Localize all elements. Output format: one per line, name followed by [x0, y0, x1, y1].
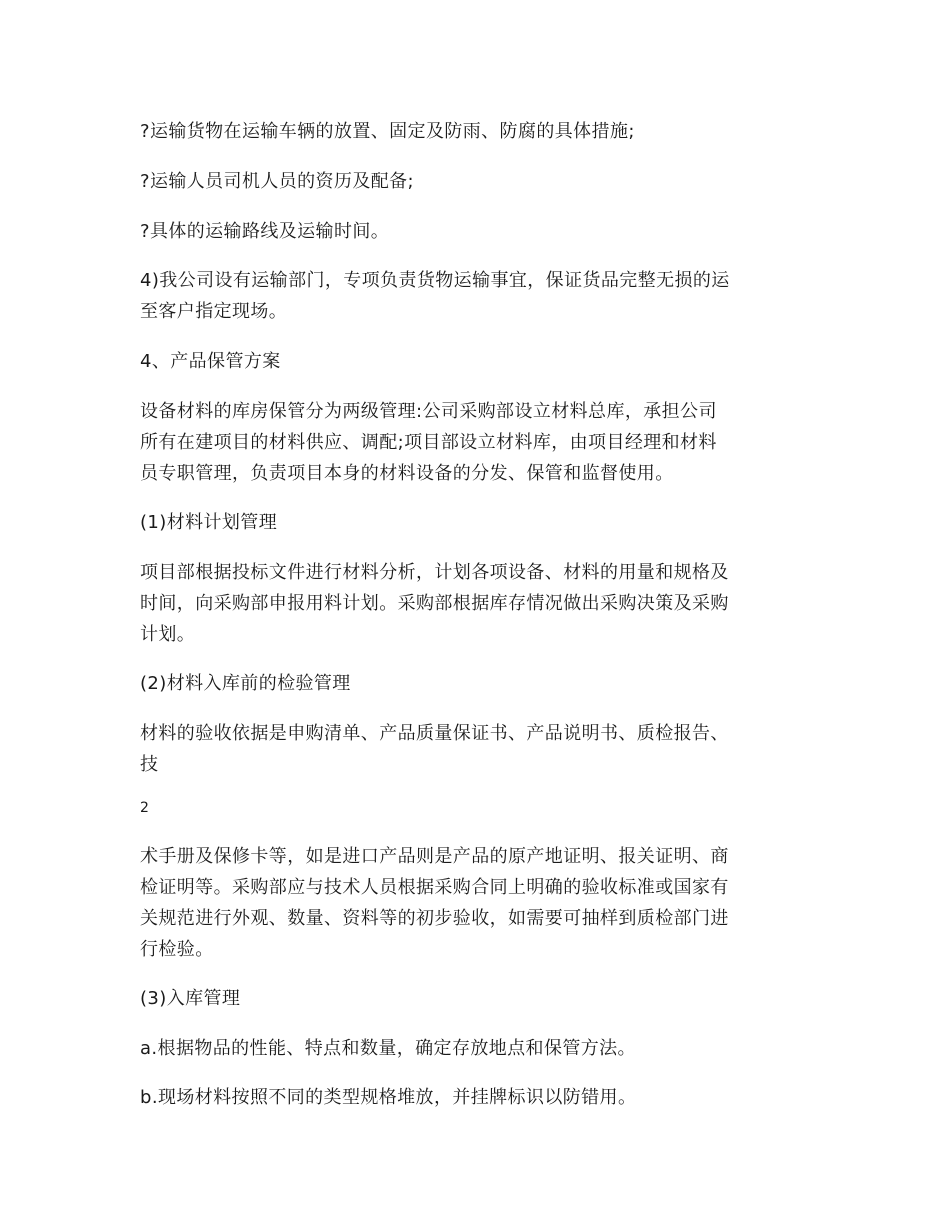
text-line: 行检验。 — [140, 939, 214, 960]
text-line: ?运输人员司机人员的资历及配备; — [140, 171, 415, 192]
text-line: 所有在建项目的材料供应、调配;项目部设立材料库，由项目经理和材料 — [140, 432, 717, 453]
text-line: 材料的验收依据是申购清单、产品质量保证书、产品说明书、质检报告、 — [140, 723, 729, 744]
text-line: ?运输货物在运输车辆的放置、固定及防雨、防腐的具体措施; — [140, 121, 635, 142]
text-line: (3)入库管理 — [140, 988, 241, 1009]
subheading-inspection — [140, 668, 816, 699]
paragraph-bullet-route — [140, 216, 816, 247]
text-line: 4、产品保管方案 — [140, 351, 281, 372]
paragraph-material-analysis — [140, 557, 816, 650]
text-line: (1)材料计划管理 — [140, 512, 278, 533]
text-line: 计划。 — [140, 624, 196, 645]
text-line: 4)我公司设有运输部门，专项负责货物运输事宜，保证货品完整无损的运 — [140, 270, 730, 291]
text-line: 至客户指定现场。 — [140, 301, 288, 322]
paragraph-acceptance-basis — [140, 718, 816, 780]
subheading-material-plan — [140, 507, 816, 538]
paragraph-transport-department — [140, 265, 816, 327]
text-line: 员专职管理，负责项目本身的材料设备的分发、保管和监督使用。 — [140, 463, 674, 484]
text-line: 关规范进行外观、数量、资料等的初步验收，如需要可抽样到质检部门进 — [140, 908, 729, 929]
text-line: 项目部根据投标文件进行材料分析，计划各项设备、材料的用量和规格及 — [140, 562, 729, 583]
subheading-warehousing — [140, 983, 816, 1014]
paragraph-bullet-drivers — [140, 166, 816, 197]
page-number: 2 — [140, 800, 149, 816]
section-heading-storage-plan — [140, 346, 816, 377]
text-line: (2)材料入库前的检验管理 — [140, 673, 351, 694]
list-item-a — [140, 1033, 816, 1064]
text-line: 术手册及保修卡等，如是进口产品则是产品的原产地证明、报关证明、商 — [140, 846, 729, 867]
text-line: b.现场材料按照不同的类型规格堆放，并挂牌标识以防错用。 — [140, 1087, 637, 1108]
paragraph-two-level-management — [140, 396, 816, 489]
text-line: 技 — [140, 754, 159, 775]
text-line: 设备材料的库房保管分为两级管理:公司采购部设立材料总库，承担公司 — [140, 401, 717, 422]
list-item-b — [140, 1082, 816, 1113]
text-line: 检证明等。采购部应与技术人员根据采购合同上明确的验收标准或国家有 — [140, 877, 729, 898]
paragraph-bullet-placement — [140, 116, 816, 147]
text-line: a.根据物品的性能、特点和数量，确定存放地点和保管方法。 — [140, 1038, 636, 1059]
text-line: ?具体的运输路线及运输时间。 — [140, 221, 390, 242]
text-line: 时间，向采购部申报用料计划。采购部根据库存情况做出采购决策及采购 — [140, 593, 729, 614]
paragraph-manuals-certificates — [140, 841, 816, 965]
